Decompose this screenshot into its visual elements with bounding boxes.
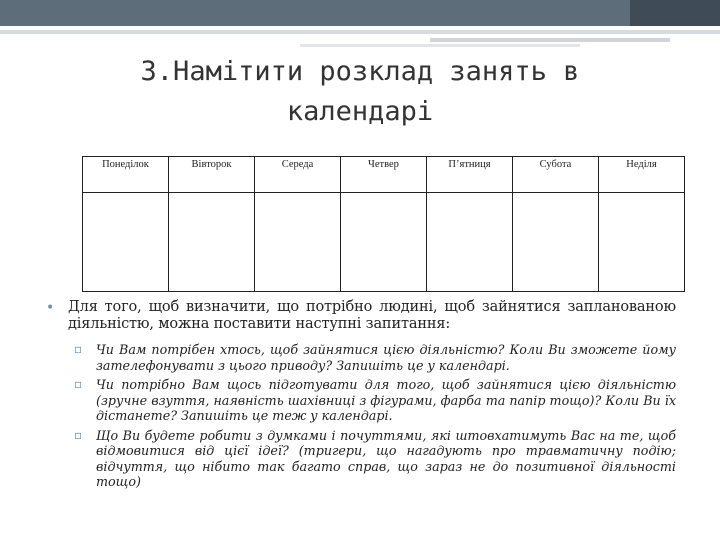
day-cell-tuesday <box>169 193 255 292</box>
sub-bullet-point <box>46 428 676 490</box>
top-decorative-band <box>0 0 720 26</box>
day-header-friday: П’ятниця <box>427 157 513 193</box>
day-cell-monday <box>83 193 169 292</box>
main-bullet-text: Для того, щоб визначити, що потрібно людині, щоб зайнятися запланованою діяльністю, можна поставити наступні запитання: <box>68 299 676 332</box>
top-band-accent <box>630 0 720 26</box>
day-header-thursday: Четвер <box>341 157 427 193</box>
slide-body <box>46 299 676 494</box>
day-header-sunday: Неділя <box>599 157 685 193</box>
day-header-monday: Понеділок <box>83 157 169 193</box>
day-header-tuesday: Вівторок <box>169 157 255 193</box>
day-cell-saturday <box>513 193 599 292</box>
day-cell-friday <box>427 193 513 292</box>
bullet-dot-icon: • <box>46 300 55 316</box>
hollow-square-bullet-icon: ▫ <box>74 427 83 442</box>
calendar-header-row <box>83 157 685 193</box>
sub-bullet-text: Чи потрібно Вам щось підготувати для того, щоб зайнятися цією діяльністю (зручне взуття, наявність шахівниці з фігурами, фарба та папір тощо)? Коли Ви їх дістанете? Запишіть це теж у календарі. <box>96 377 676 423</box>
sub-bullet-point <box>46 342 676 373</box>
main-bullet-point <box>46 299 676 333</box>
weekly-calendar-table <box>82 156 685 292</box>
decorative-line <box>300 44 580 47</box>
day-cell-wednesday <box>255 193 341 292</box>
hollow-square-bullet-icon: ▫ <box>74 342 83 356</box>
hollow-square-bullet-icon: ▫ <box>74 377 83 391</box>
slide-title: 3.Намітити розклад занять в календарі <box>140 56 580 127</box>
calendar-body-row <box>83 193 685 292</box>
sub-bullet-text: Чи Вам потрібен хтось, щоб зайнятися цією діяльністю? Коли Ви зможете йому зателефонувати з цього приводу? Запишіть це у календарі. <box>96 342 676 373</box>
decorative-line <box>430 38 670 42</box>
sub-bullet-text: Що Ви будете робити з думками і почуттями, які штовхатимуть Вас на те, щоб відмовитися від цієї ідеї? (тригери, що нагадують про травматичну подію; відчуття, що нібито так багато справ, що зараз не до позитивної діяльності тощо) <box>96 427 676 489</box>
day-header-wednesday: Середа <box>255 157 341 193</box>
sub-bullet-point <box>46 377 676 424</box>
day-cell-thursday <box>341 193 427 292</box>
day-header-saturday: Субота <box>513 157 599 193</box>
decorative-line <box>0 30 720 34</box>
sub-bullet-list <box>46 342 676 490</box>
day-cell-sunday <box>599 193 685 292</box>
